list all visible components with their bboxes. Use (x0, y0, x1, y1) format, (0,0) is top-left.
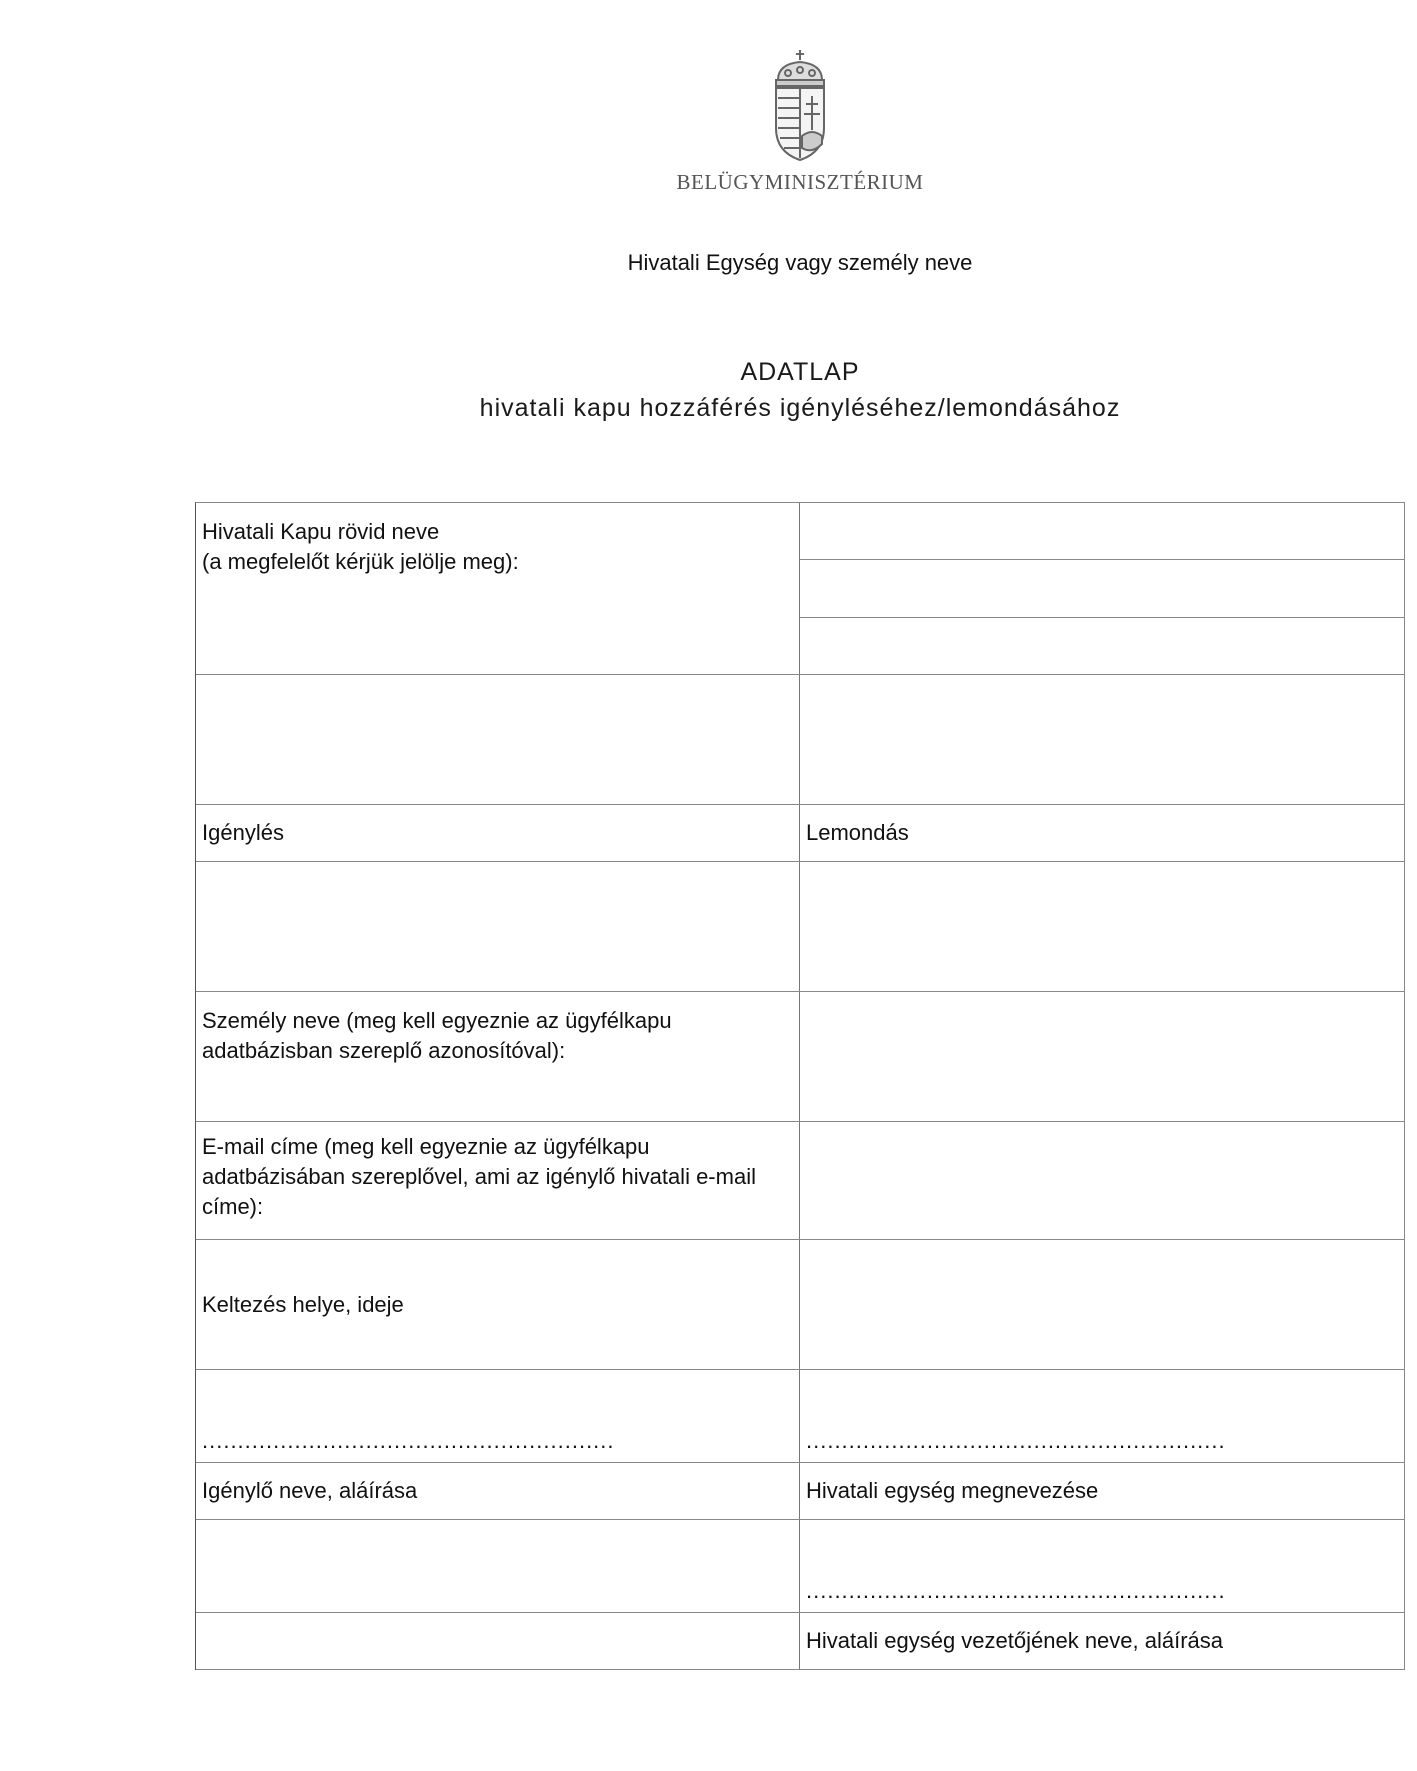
blank-cell-left-3 (196, 1613, 800, 1669)
short-name-label (196, 503, 800, 674)
form-row-email (196, 1122, 1405, 1240)
request-checkbox-field[interactable] (196, 862, 800, 991)
unit-label: Hivatali egység megnevezése (800, 1463, 1405, 1519)
form-row-person-name (196, 992, 1405, 1122)
short-name-label-line: Hivatali Kapu rövid neve (202, 519, 440, 544)
unit-name-line[interactable] (800, 1370, 1405, 1462)
short-name-hint-line: (a megfelelőt kérjük jelölje meg): (202, 549, 519, 574)
person-name-label (196, 992, 800, 1121)
email-label-line-1: E-mail címe (meg kell egyeznie az ügyfélkapu (202, 1134, 650, 1159)
person-name-label-line-1: Személy neve (meg kell egyeznie az ügyfélkapu (202, 1008, 672, 1033)
head-label: Hivatali egység vezetőjének neve, aláírása (800, 1613, 1405, 1669)
short-name-option-1[interactable] (800, 503, 1404, 560)
unit-name-heading: Hivatali Egység vagy személy neve (627, 250, 973, 275)
coat-of-arms-icon (770, 48, 830, 166)
date-place-field[interactable] (800, 1240, 1405, 1369)
blank-cell-right[interactable] (800, 675, 1405, 804)
short-name-option-2[interactable] (800, 560, 1404, 617)
applicant-label: Igénylő neve, aláírása (196, 1463, 800, 1519)
email-label (196, 1122, 800, 1239)
email-label-line-3: címe): (202, 1194, 264, 1219)
date-place-label: Keltezés helye, ideje (196, 1240, 800, 1369)
blank-cell-left-2 (196, 1520, 800, 1612)
request-label: Igénylés (196, 805, 800, 861)
short-name-options (800, 503, 1405, 674)
short-name-option-3[interactable] (800, 618, 1404, 674)
dotted-line-right: ........................................................... (806, 1428, 1226, 1453)
email-field[interactable] (800, 1122, 1405, 1239)
data-sheet-form (195, 502, 1405, 1670)
ministry-name: BELÜGYMINISZTÉRIUM (676, 170, 924, 194)
person-name-field[interactable] (800, 992, 1405, 1121)
dotted-line-left: .......................................................... (202, 1428, 615, 1453)
head-signature-line[interactable] (800, 1520, 1405, 1612)
blank-cell-left[interactable] (196, 675, 800, 804)
applicant-signature-line[interactable] (196, 1370, 800, 1462)
email-label-line-2: adatbázisában szereplővel, ami az igénylő hivatali e-mail (202, 1164, 756, 1189)
form-row-signature-lines (196, 1370, 1405, 1463)
page-title: ADATLAP (740, 358, 860, 386)
page-subtitle: hivatali kapu hozzáférés igényléséhez/lemondásához (479, 394, 1121, 422)
form-row-date-place (196, 1240, 1405, 1370)
person-name-label-line-2: adatbázisban szereplő azonosítóval): (202, 1038, 566, 1063)
form-row-request-cancel-fields (196, 862, 1405, 992)
form-row-signature-labels (196, 1463, 1405, 1520)
cancel-label: Lemondás (800, 805, 1405, 861)
form-row-blank-1 (196, 675, 1405, 805)
form-row-head-signature (196, 1520, 1405, 1613)
form-row-head-label (196, 1613, 1405, 1670)
cancel-checkbox-field[interactable] (800, 862, 1405, 991)
form-row-request-cancel (196, 805, 1405, 862)
form-row-short-name (196, 503, 1405, 675)
dotted-line-right-2: ........................................................... (806, 1578, 1226, 1603)
